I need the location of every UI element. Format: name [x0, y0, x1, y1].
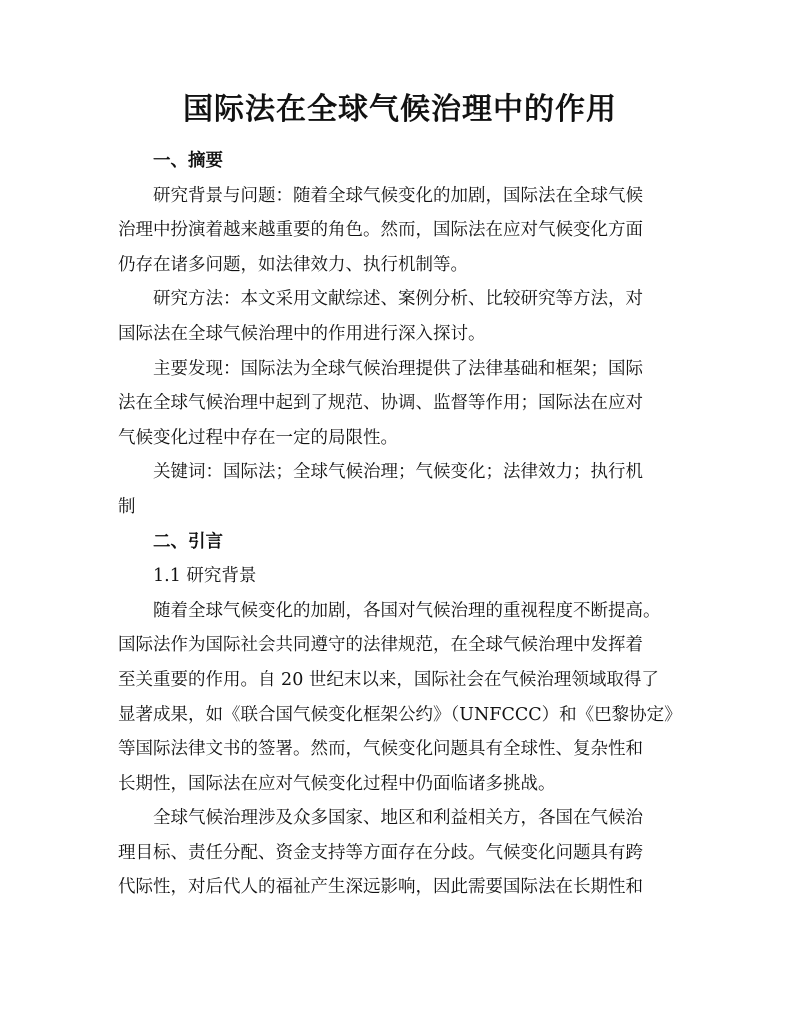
section-heading-introduction: 二、引言	[153, 531, 223, 552]
abstract-paragraph-background: 研究背景与问题：随着全球气候变化的加剧，国际法在全球气候 治理中扮演着越来越重要的角色。然而，国际法在应对气候变化方面 仍存在诸多问题，如法律效力、执行机制等。	[118, 185, 643, 275]
abstract-paragraph-keywords: 关键词：国际法；全球气候治理；气候变化；法律效力；执行机 制	[118, 462, 643, 517]
subsection-heading-background: 1.1 研究背景	[153, 566, 257, 587]
abstract-paragraph-findings: 主要发现：国际法为全球气候治理提供了法律基础和框架；国际 法在全球气候治理中起到了规范、协调、监督等作用；国际法在应对 气候变化过程中存在一定的局限性。	[118, 358, 643, 448]
introduction-paragraph-1: 随着全球气候变化的加剧，各国对气候治理的重视程度不断提高。 国际法作为国际社会共同遵守的法律规范，在全球气候治理中发挥着 至关重要的作用。自 20 世纪末以来，国际社会在气候治理领域取得了 显著成果，如《联合国气候变化框架公约》（UNFCCC）和《巴黎协定》 等国际法律文书的签署。然而，气候变化问题具有全球性、复杂性和 长期性，国际法在应对气候变化过程中仍面临诸多挑战。	[118, 600, 682, 794]
introduction-paragraph-2: 全球气候治理涉及众多国家、地区和利益相关方，各国在气候治 理目标、责任分配、资金支持等方面存在分歧。气候变化问题具有跨 代际性，对后代人的福祉产生深远影响，因此需要国际法在长期性和	[118, 808, 643, 898]
document-title: 国际法在全球气候治理中的作用	[183, 92, 617, 127]
abstract-paragraph-methods: 研究方法：本文采用文献综述、案例分析、比较研究等方法，对 国际法在全球气候治理中的作用进行深入探讨。	[118, 289, 643, 344]
document-body	[118, 144, 684, 905]
section-heading-abstract: 一、摘要	[153, 151, 223, 171]
